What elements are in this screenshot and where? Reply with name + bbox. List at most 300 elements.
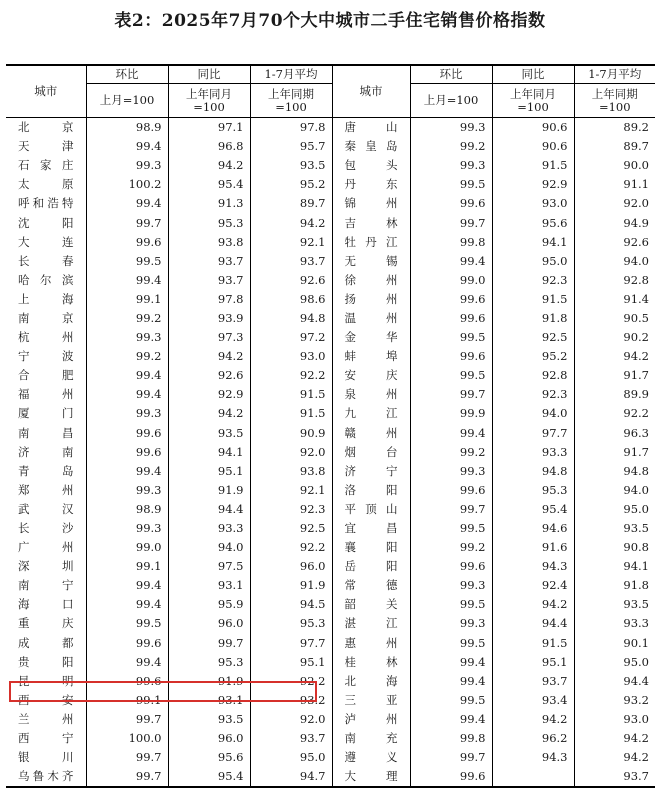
table-row — [6, 424, 655, 443]
cell-right-yoy: 93.3 — [492, 443, 574, 462]
cell-left-city: 北京 — [18, 120, 74, 135]
yoy-base-text-right: 上年同月 =100 — [510, 86, 556, 114]
table-row — [6, 118, 655, 138]
cell-right-yoy: 94.2 — [492, 710, 574, 729]
cell-left-yoy: 96.0 — [168, 729, 250, 748]
cell-left-yoy: 97.5 — [168, 557, 250, 576]
cell-left-avg: 91.9 — [250, 576, 332, 595]
cell-left-yoy: 93.9 — [168, 309, 250, 328]
table-row — [6, 213, 655, 232]
cell-left-mom: 99.4 — [86, 271, 168, 290]
table-row — [6, 404, 655, 423]
cell-right-city: 烟台 — [332, 443, 410, 462]
table-row — [6, 309, 655, 328]
cell-left-mom: 99.7 — [86, 748, 168, 767]
cell-left-city: 银川 — [18, 750, 74, 765]
cell-right-city: 包头 — [332, 156, 410, 175]
cell-right-yoy: 94.4 — [492, 614, 574, 633]
cell-left-avg: 92.2 — [250, 538, 332, 557]
header-row-2 — [6, 84, 655, 118]
cell-left-avg: 95.1 — [250, 653, 332, 672]
cell-right-yoy: 94.2 — [492, 595, 574, 614]
cell-left-yoy: 93.8 — [168, 233, 250, 252]
cell-right-avg: 94.0 — [574, 481, 655, 500]
cell-right-avg: 94.2 — [574, 347, 655, 366]
cell-left-city: 广州 — [18, 540, 74, 555]
cell-left-avg: 95.7 — [250, 137, 332, 156]
cell-right-avg: 94.4 — [574, 672, 655, 691]
cell-left-city: 兰州 — [18, 711, 74, 726]
cell-left-mom: 98.9 — [86, 500, 168, 519]
cell-right-mom: 99.4 — [410, 710, 492, 729]
cell-left-city: 南昌 — [18, 425, 74, 440]
cell-right-city: 温州 — [332, 309, 410, 328]
cell-right-mom: 99.3 — [410, 156, 492, 175]
cell-left-yoy: 94.2 — [168, 347, 250, 366]
cell-left-city: 深圳 — [18, 559, 74, 574]
cell-left-city: 昆明 — [18, 673, 74, 688]
cell-right-avg: 93.7 — [574, 767, 655, 787]
cell-left-yoy: 99.7 — [168, 634, 250, 653]
cell-right-city: 韶关 — [332, 595, 410, 614]
cell-right-mom: 99.4 — [410, 252, 492, 271]
cell-left-city: 长沙 — [18, 521, 74, 536]
cell-right-city: 扬州 — [332, 290, 410, 309]
cell-right-avg: 93.3 — [574, 614, 655, 633]
cell-right-mom: 99.6 — [410, 347, 492, 366]
cell-right-avg: 93.5 — [574, 519, 655, 538]
cell-right-yoy — [492, 767, 574, 787]
cell-left-city: 长春 — [18, 253, 74, 268]
cell-right-avg: 92.0 — [574, 194, 655, 213]
cell-left-avg: 93.0 — [250, 347, 332, 366]
cell-right-yoy: 95.6 — [492, 213, 574, 232]
cell-right-yoy: 95.0 — [492, 252, 574, 271]
table-row — [6, 194, 655, 213]
cell-right-city: 常德 — [332, 576, 410, 595]
table-row — [6, 347, 655, 366]
cell-left-city: 上海 — [18, 291, 74, 306]
cell-right-yoy: 94.6 — [492, 519, 574, 538]
cell-right-avg: 92.8 — [574, 271, 655, 290]
cell-left-city: 杭州 — [18, 330, 74, 345]
cell-right-mom: 99.5 — [410, 634, 492, 653]
cell-right-city: 泸州 — [332, 710, 410, 729]
header-mom-base-left: 上月=100 — [86, 84, 168, 118]
table-row — [6, 538, 655, 557]
cell-right-mom: 99.9 — [410, 404, 492, 423]
cell-right-yoy: 94.8 — [492, 462, 574, 481]
cell-left-city: 宁波 — [18, 349, 74, 364]
header-yoy-right: 同比 — [492, 65, 574, 84]
cell-left-yoy: 93.7 — [168, 252, 250, 271]
cell-right-mom: 99.5 — [410, 175, 492, 194]
table-row — [6, 557, 655, 576]
cell-right-city: 锦州 — [332, 194, 410, 213]
cell-left-mom: 99.2 — [86, 309, 168, 328]
cell-left-city: 海口 — [18, 597, 74, 612]
cell-left-yoy: 96.0 — [168, 614, 250, 633]
cell-left-yoy: 95.3 — [168, 653, 250, 672]
table-body — [6, 118, 655, 788]
cell-right-city: 南充 — [332, 729, 410, 748]
cell-left-avg: 97.2 — [250, 328, 332, 347]
cell-right-avg: 91.4 — [574, 290, 655, 309]
cell-left-avg: 94.8 — [250, 309, 332, 328]
cell-left-avg: 92.2 — [250, 366, 332, 385]
cell-right-yoy: 94.3 — [492, 557, 574, 576]
cell-left-avg: 96.0 — [250, 557, 332, 576]
cell-right-mom: 99.5 — [410, 366, 492, 385]
cell-right-city: 徐州 — [332, 271, 410, 290]
cell-left-mom: 99.4 — [86, 576, 168, 595]
table-row — [6, 729, 655, 748]
table-row — [6, 156, 655, 175]
cell-right-avg: 90.0 — [574, 156, 655, 175]
header-mom-left: 环比 — [86, 65, 168, 84]
cell-left-avg: 91.5 — [250, 385, 332, 404]
cell-left-mom: 98.9 — [86, 118, 168, 138]
cell-left-avg: 94.2 — [250, 213, 332, 232]
cell-right-yoy: 97.7 — [492, 424, 574, 443]
header-mom-right: 环比 — [410, 65, 492, 84]
cell-left-city: 西宁 — [18, 731, 74, 746]
cell-right-yoy: 91.5 — [492, 634, 574, 653]
cell-right-mom: 99.5 — [410, 691, 492, 710]
cell-right-city: 金华 — [332, 328, 410, 347]
cell-left-yoy: 94.0 — [168, 538, 250, 557]
cell-left-mom: 99.2 — [86, 347, 168, 366]
cell-left-avg: 92.0 — [250, 443, 332, 462]
cell-right-city: 宜昌 — [332, 519, 410, 538]
cell-right-yoy: 94.0 — [492, 404, 574, 423]
cell-right-mom: 99.5 — [410, 595, 492, 614]
cell-right-city: 唐山 — [332, 118, 410, 138]
table-row — [6, 137, 655, 156]
cell-left-mom: 99.7 — [86, 213, 168, 232]
cell-left-mom: 99.6 — [86, 443, 168, 462]
cell-left-yoy: 94.4 — [168, 500, 250, 519]
cell-right-city: 九江 — [332, 404, 410, 423]
cell-left-yoy: 93.1 — [168, 576, 250, 595]
cell-left-city: 青岛 — [18, 463, 74, 478]
cell-right-city: 襄阳 — [332, 538, 410, 557]
cell-left-avg: 92.1 — [250, 481, 332, 500]
cell-left-mom: 99.6 — [86, 233, 168, 252]
cell-left-yoy: 93.7 — [168, 271, 250, 290]
cell-right-mom: 99.6 — [410, 557, 492, 576]
cell-left-mom: 99.4 — [86, 462, 168, 481]
cell-left-avg: 97.7 — [250, 634, 332, 653]
cell-right-mom: 99.6 — [410, 290, 492, 309]
header-avg-base-right — [574, 84, 655, 118]
header-avg-base-left — [250, 84, 332, 118]
cell-left-mom: 99.6 — [86, 634, 168, 653]
cell-left-yoy: 93.5 — [168, 424, 250, 443]
cell-right-mom: 99.3 — [410, 118, 492, 138]
cell-left-avg: 90.9 — [250, 424, 332, 443]
cell-left-yoy: 91.9 — [168, 481, 250, 500]
cell-right-mom: 99.3 — [410, 576, 492, 595]
cell-right-city: 无锡 — [332, 252, 410, 271]
cell-right-avg: 89.2 — [574, 118, 655, 138]
cell-left-mom: 99.4 — [86, 194, 168, 213]
header-yoy-base-right — [492, 84, 574, 118]
cell-left-avg: 94.7 — [250, 767, 332, 787]
cell-right-avg: 94.2 — [574, 748, 655, 767]
table-row — [6, 233, 655, 252]
cell-right-yoy: 92.3 — [492, 385, 574, 404]
header-city-right: 城市 — [332, 65, 410, 118]
cell-left-avg: 91.5 — [250, 404, 332, 423]
cell-left-yoy: 91.9 — [168, 672, 250, 691]
cell-right-city: 大理 — [332, 767, 410, 787]
table-row — [6, 271, 655, 290]
cell-right-avg: 94.1 — [574, 557, 655, 576]
cell-right-city: 蚌埠 — [332, 347, 410, 366]
cell-left-yoy: 95.3 — [168, 213, 250, 232]
cell-right-city: 秦皇岛 — [332, 137, 410, 156]
cell-left-avg: 92.0 — [250, 710, 332, 729]
cell-right-avg: 89.7 — [574, 137, 655, 156]
cell-right-avg: 90.1 — [574, 634, 655, 653]
cell-right-yoy: 90.6 — [492, 118, 574, 138]
cell-right-mom: 99.0 — [410, 271, 492, 290]
cell-right-avg: 91.7 — [574, 443, 655, 462]
cell-right-avg: 90.5 — [574, 309, 655, 328]
cell-left-mom: 100.0 — [86, 729, 168, 748]
cell-left-avg: 94.5 — [250, 595, 332, 614]
table-row — [6, 691, 655, 710]
table-row — [6, 634, 655, 653]
header-city-left: 城市 — [6, 65, 86, 118]
cell-right-city: 惠州 — [332, 634, 410, 653]
cell-right-mom: 99.6 — [410, 194, 492, 213]
cell-right-yoy: 91.5 — [492, 156, 574, 175]
cell-left-avg: 92.3 — [250, 500, 332, 519]
cell-right-yoy: 90.6 — [492, 137, 574, 156]
cell-left-mom: 100.2 — [86, 175, 168, 194]
cell-right-avg: 90.8 — [574, 538, 655, 557]
table-row — [6, 595, 655, 614]
cell-right-avg: 95.0 — [574, 500, 655, 519]
table-row — [6, 366, 655, 385]
cell-left-city: 太原 — [18, 177, 74, 192]
cell-right-city: 岳阳 — [332, 557, 410, 576]
cell-right-yoy: 91.8 — [492, 309, 574, 328]
cell-right-mom: 99.3 — [410, 462, 492, 481]
cell-left-city: 乌鲁木齐 — [18, 769, 74, 784]
cell-right-mom: 99.4 — [410, 424, 492, 443]
table-title: 表2：2025年7月70个大中城市二手住宅销售价格指数 — [114, 11, 546, 31]
table-row — [6, 385, 655, 404]
cell-right-yoy: 93.4 — [492, 691, 574, 710]
cell-right-mom: 99.5 — [410, 328, 492, 347]
table-row — [6, 175, 655, 194]
cell-right-yoy: 91.6 — [492, 538, 574, 557]
cell-right-yoy: 93.0 — [492, 194, 574, 213]
table-row — [6, 767, 655, 787]
cell-left-yoy: 97.3 — [168, 328, 250, 347]
cell-left-avg: 92.2 — [250, 672, 332, 691]
cell-right-avg: 92.6 — [574, 233, 655, 252]
cell-right-city: 泉州 — [332, 385, 410, 404]
cell-left-city: 南京 — [18, 310, 74, 325]
cell-right-yoy: 93.7 — [492, 672, 574, 691]
cell-left-mom: 99.7 — [86, 710, 168, 729]
cell-right-city: 三亚 — [332, 691, 410, 710]
cell-right-city: 济宁 — [332, 462, 410, 481]
cell-right-avg: 93.2 — [574, 691, 655, 710]
cell-right-yoy: 92.9 — [492, 175, 574, 194]
header-yoy-base-left — [168, 84, 250, 118]
cell-right-city: 赣州 — [332, 424, 410, 443]
cell-left-mom: 99.3 — [86, 328, 168, 347]
cell-left-mom: 99.4 — [86, 366, 168, 385]
cell-right-avg: 95.0 — [574, 653, 655, 672]
cell-left-mom: 99.5 — [86, 614, 168, 633]
cell-left-mom: 99.7 — [86, 767, 168, 787]
cell-right-yoy: 95.2 — [492, 347, 574, 366]
table-row — [6, 328, 655, 347]
cell-left-mom: 99.4 — [86, 137, 168, 156]
cell-right-avg: 96.3 — [574, 424, 655, 443]
table-row — [6, 653, 655, 672]
cell-left-yoy: 97.8 — [168, 290, 250, 309]
cell-right-city: 安庆 — [332, 366, 410, 385]
cell-left-avg: 95.0 — [250, 748, 332, 767]
cell-left-city: 郑州 — [18, 482, 74, 497]
cell-right-city: 北海 — [332, 672, 410, 691]
cell-right-mom: 99.5 — [410, 519, 492, 538]
cell-left-mom: 99.5 — [86, 252, 168, 271]
cell-left-avg: 92.5 — [250, 519, 332, 538]
cell-left-avg: 98.6 — [250, 290, 332, 309]
cell-right-mom: 99.2 — [410, 443, 492, 462]
header-row-1 — [6, 65, 655, 84]
cell-left-yoy: 94.2 — [168, 404, 250, 423]
cell-left-yoy: 93.1 — [168, 691, 250, 710]
cell-right-mom: 99.8 — [410, 729, 492, 748]
cell-right-avg: 93.0 — [574, 710, 655, 729]
cell-right-city: 牡丹江 — [332, 233, 410, 252]
cell-left-yoy: 91.3 — [168, 194, 250, 213]
cell-right-mom: 99.3 — [410, 614, 492, 633]
cell-right-mom: 99.2 — [410, 538, 492, 557]
cell-left-city: 呼和浩特 — [18, 196, 74, 211]
cell-left-mom: 99.4 — [86, 653, 168, 672]
cell-left-yoy: 93.5 — [168, 710, 250, 729]
cell-left-mom: 99.6 — [86, 672, 168, 691]
cell-left-mom: 99.3 — [86, 519, 168, 538]
cell-right-yoy: 92.4 — [492, 576, 574, 595]
cell-left-mom: 99.4 — [86, 595, 168, 614]
cell-right-yoy: 96.2 — [492, 729, 574, 748]
cell-right-yoy: 95.1 — [492, 653, 574, 672]
table-row — [6, 672, 655, 691]
cell-left-avg: 89.7 — [250, 194, 332, 213]
cell-right-yoy: 95.3 — [492, 481, 574, 500]
cell-right-city: 洛阳 — [332, 481, 410, 500]
cell-left-yoy: 95.1 — [168, 462, 250, 481]
cell-right-mom: 99.7 — [410, 748, 492, 767]
cell-left-city: 石家庄 — [18, 158, 74, 173]
cell-left-yoy: 95.4 — [168, 767, 250, 787]
cell-left-yoy: 97.1 — [168, 118, 250, 138]
cell-left-city: 福州 — [18, 387, 74, 402]
table-row — [6, 290, 655, 309]
cell-left-mom: 99.1 — [86, 557, 168, 576]
cell-left-yoy: 95.6 — [168, 748, 250, 767]
header-mom-base-right: 上月=100 — [410, 84, 492, 118]
cell-right-avg: 94.9 — [574, 213, 655, 232]
cell-left-yoy: 94.2 — [168, 156, 250, 175]
cell-left-city: 哈尔滨 — [18, 272, 74, 287]
cell-left-avg: 92.6 — [250, 271, 332, 290]
cell-right-yoy: 92.8 — [492, 366, 574, 385]
cell-left-city: 沈阳 — [18, 215, 74, 230]
cell-right-city: 吉林 — [332, 213, 410, 232]
cell-left-city: 重庆 — [18, 616, 74, 631]
cell-right-city: 平顶山 — [332, 500, 410, 519]
cell-left-avg: 93.7 — [250, 729, 332, 748]
cell-right-mom: 99.2 — [410, 137, 492, 156]
cell-left-mom: 99.3 — [86, 404, 168, 423]
cell-left-yoy: 93.3 — [168, 519, 250, 538]
cell-left-city: 南宁 — [18, 578, 74, 593]
cell-right-mom: 99.4 — [410, 672, 492, 691]
table-row — [6, 748, 655, 767]
cell-left-avg: 92.1 — [250, 233, 332, 252]
cell-left-mom: 99.3 — [86, 481, 168, 500]
avg-base-text-right: 上年同期 =100 — [591, 86, 638, 114]
cell-right-city: 桂林 — [332, 653, 410, 672]
table-row — [6, 710, 655, 729]
table-row — [6, 443, 655, 462]
table-row — [6, 614, 655, 633]
cell-left-city: 大连 — [18, 234, 74, 249]
cell-right-avg: 94.2 — [574, 729, 655, 748]
cell-right-mom: 99.6 — [410, 767, 492, 787]
cell-right-avg: 94.8 — [574, 462, 655, 481]
cell-left-yoy: 94.1 — [168, 443, 250, 462]
cell-right-yoy: 91.5 — [492, 290, 574, 309]
cell-left-avg: 93.7 — [250, 252, 332, 271]
cell-right-avg: 91.8 — [574, 576, 655, 595]
cell-left-yoy: 95.9 — [168, 595, 250, 614]
cell-left-avg: 93.2 — [250, 691, 332, 710]
cell-left-mom: 99.3 — [86, 156, 168, 175]
table-row — [6, 462, 655, 481]
cell-right-mom: 99.4 — [410, 653, 492, 672]
cell-right-avg: 92.2 — [574, 404, 655, 423]
cell-left-city: 武汉 — [18, 501, 74, 516]
cell-right-avg: 93.5 — [574, 595, 655, 614]
cell-right-yoy: 95.4 — [492, 500, 574, 519]
header-avg-right: 1-7月平均 — [574, 65, 655, 84]
cell-left-mom: 99.0 — [86, 538, 168, 557]
cell-left-yoy: 92.6 — [168, 366, 250, 385]
avg-base-text-left: 上年同期 =100 — [268, 86, 314, 114]
price-index-table — [6, 64, 655, 788]
cell-left-avg: 93.5 — [250, 156, 332, 175]
cell-right-yoy: 94.1 — [492, 233, 574, 252]
cell-right-mom: 99.7 — [410, 213, 492, 232]
cell-right-city: 丹东 — [332, 175, 410, 194]
cell-left-mom: 99.6 — [86, 424, 168, 443]
cell-left-city: 西安 — [18, 692, 74, 707]
table-row — [6, 519, 655, 538]
